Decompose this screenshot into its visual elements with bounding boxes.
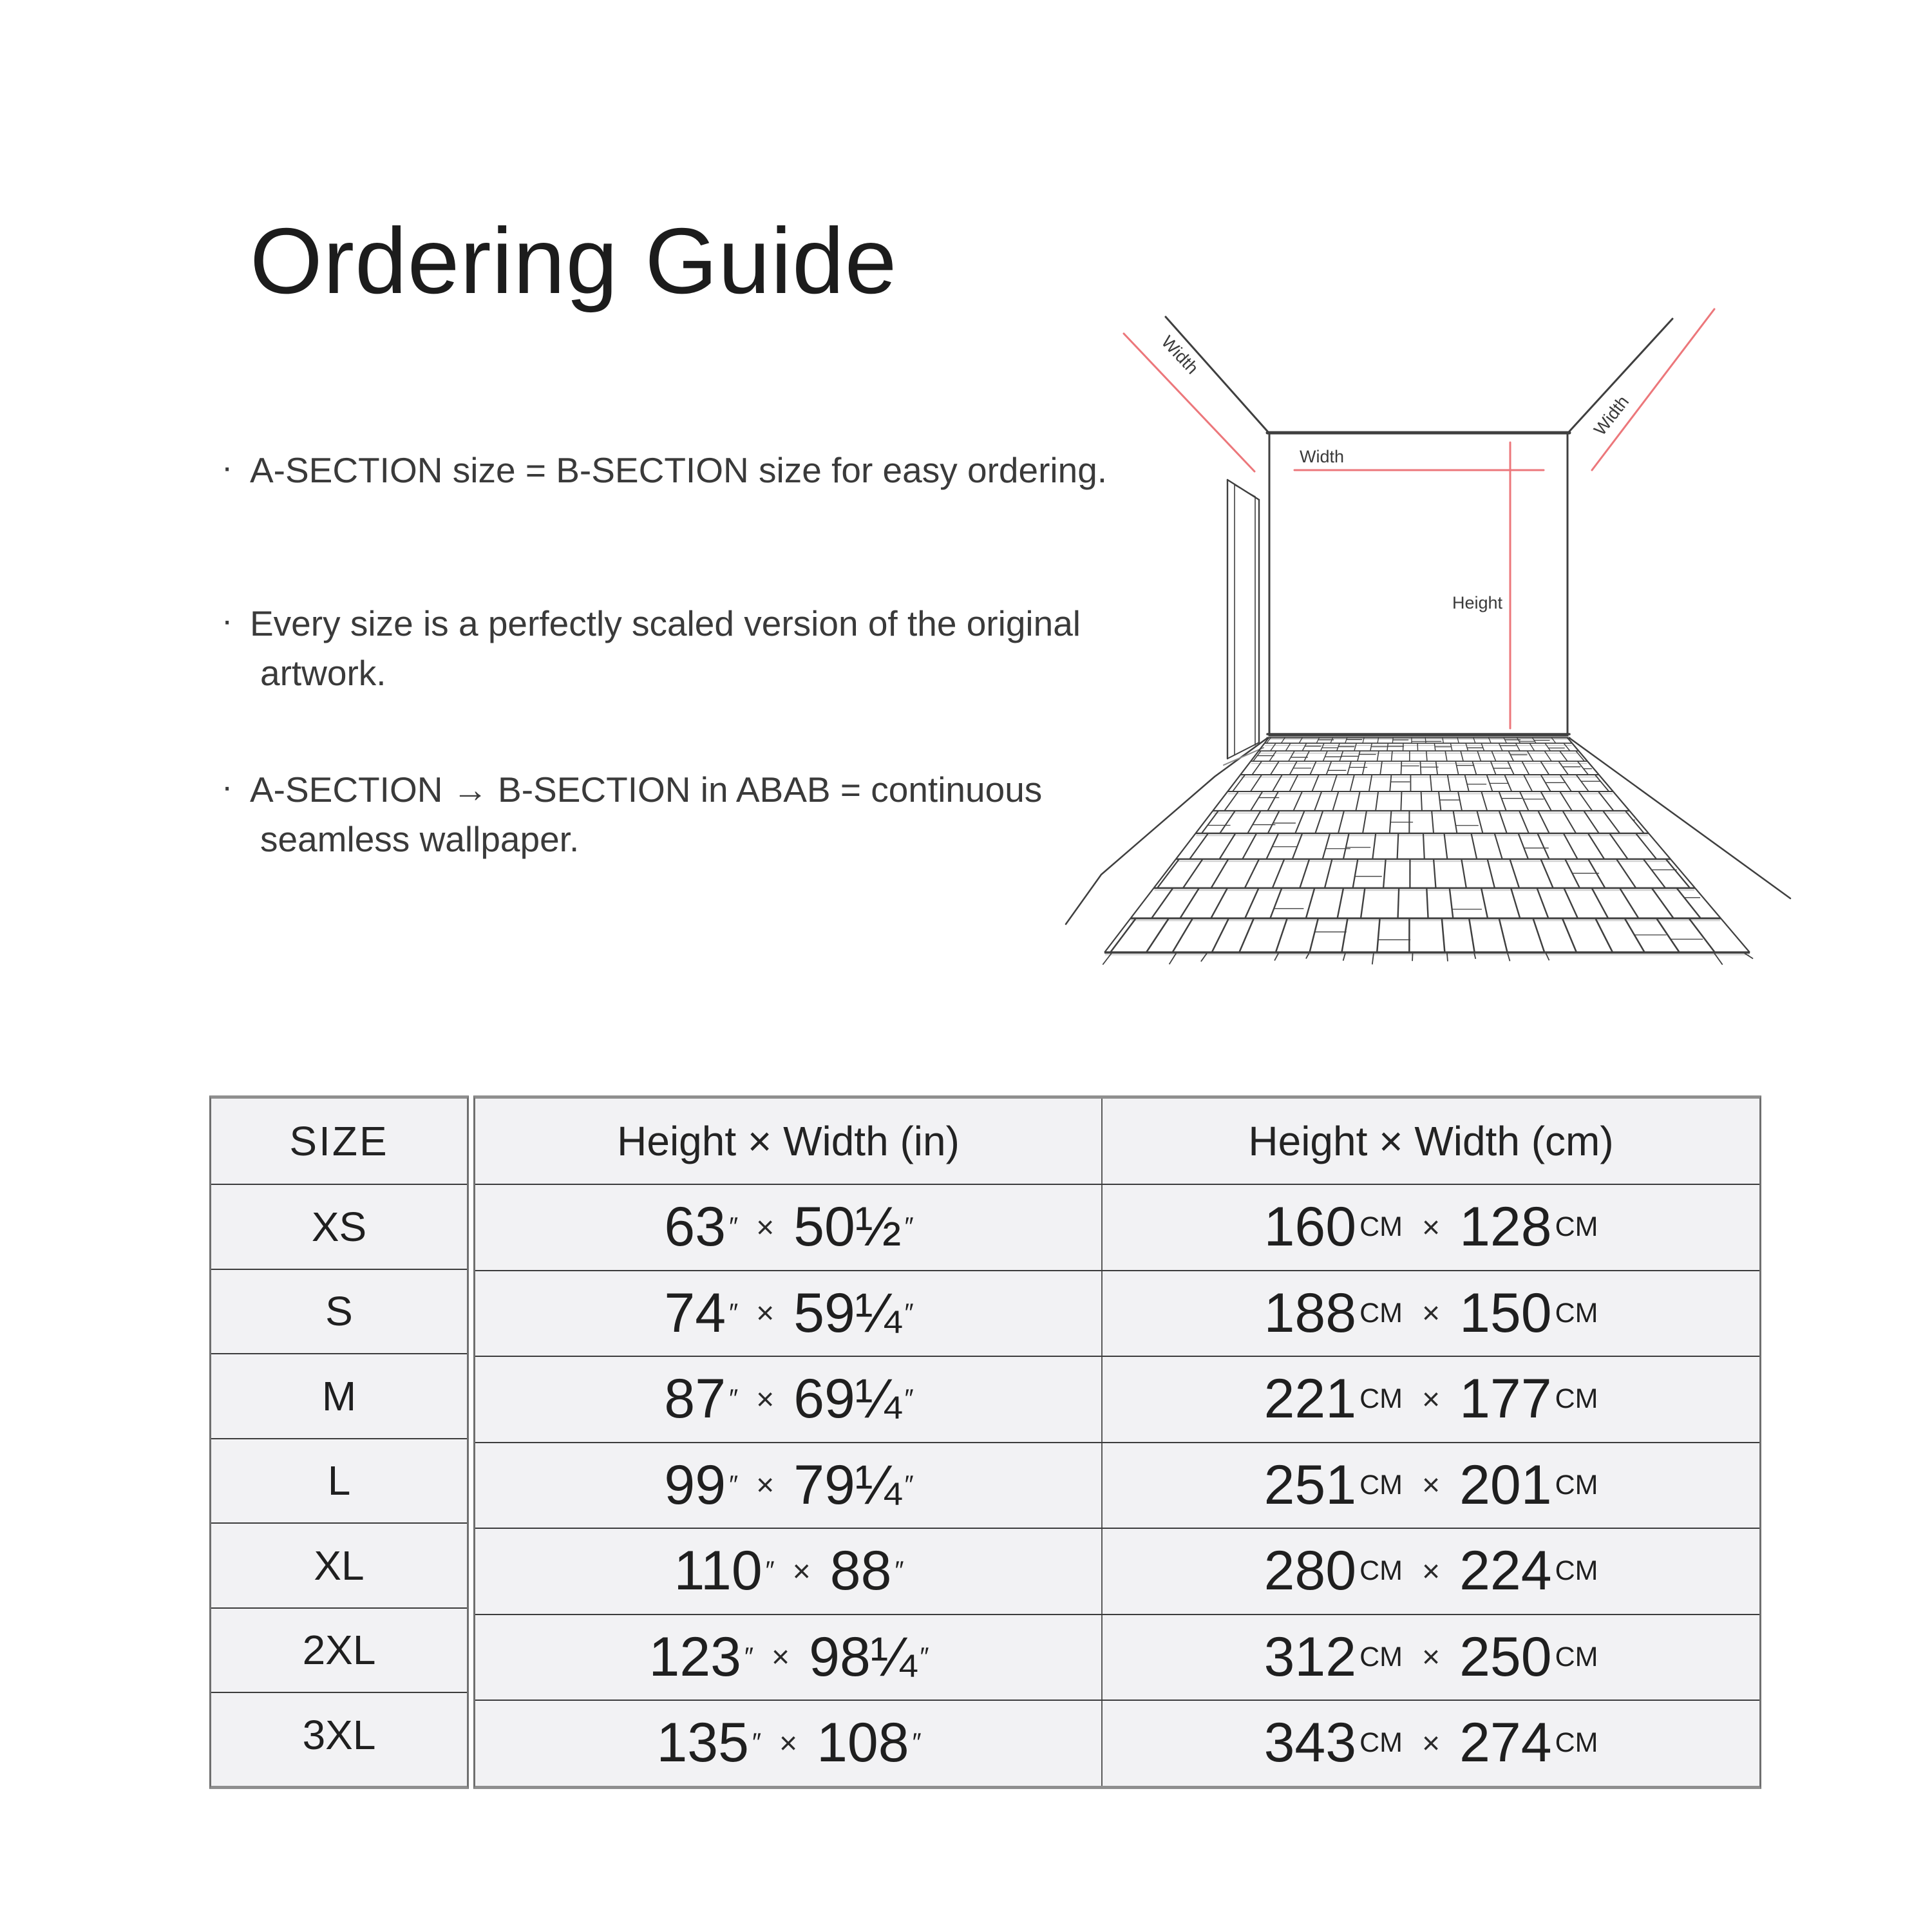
inches-cell (475, 1271, 1103, 1356)
cm-unit: CM (1359, 1297, 1403, 1329)
cm-unit: CM (1359, 1555, 1403, 1587)
size-label: M (321, 1372, 357, 1419)
table-row-dimensions (475, 1356, 1759, 1442)
inch-mark: ″ (904, 1213, 913, 1242)
times-sign: × (1421, 1553, 1441, 1589)
inch-mark: ″ (904, 1470, 913, 1499)
cm-cell (1103, 1701, 1759, 1786)
cm-height-value: 343 (1264, 1712, 1357, 1774)
cm-cell (1103, 1443, 1759, 1528)
inch-mark: ″ (895, 1557, 903, 1586)
cm-unit: CM (1555, 1727, 1598, 1759)
cm-width-value: 150 (1459, 1282, 1552, 1344)
inch-mark: ″ (729, 1385, 737, 1414)
cm-height-value: 251 (1264, 1454, 1357, 1516)
size-rows (211, 1184, 467, 1777)
size-table (209, 1095, 1761, 1789)
bullet-line: seamless wallpaper. (260, 819, 580, 859)
cm-cell (1103, 1357, 1759, 1442)
inch-mark: ″ (904, 1298, 913, 1327)
cm-height-value: 221 (1264, 1368, 1357, 1430)
table-row-dimensions (475, 1270, 1759, 1356)
inch-mark: ″ (752, 1728, 760, 1757)
size-column-table (209, 1095, 469, 1789)
cm-cell (1103, 1271, 1759, 1356)
cm-unit: CM (1359, 1641, 1403, 1672)
cm-unit: CM (1555, 1469, 1598, 1501)
times-sign: × (771, 1640, 790, 1675)
size-label: 3XL (302, 1711, 376, 1758)
bullet-text (250, 446, 1107, 495)
times-sign: × (1421, 1381, 1441, 1417)
times-sign: × (756, 1468, 775, 1503)
inch-width-value: 79¼ (793, 1454, 902, 1516)
bullet-marker: · (222, 768, 233, 806)
inch-height-value: 110 (674, 1540, 762, 1602)
table-row-size (211, 1692, 467, 1777)
times-sign: × (1421, 1296, 1441, 1331)
cm-unit: CM (1555, 1297, 1598, 1329)
times-sign: × (779, 1725, 798, 1761)
inch-width-value: 108 (817, 1712, 909, 1774)
cm-unit: CM (1359, 1727, 1403, 1759)
cm-unit: CM (1555, 1211, 1598, 1243)
inches-cell (475, 1529, 1103, 1614)
inch-mark: ″ (729, 1298, 737, 1327)
size-label: 2XL (302, 1627, 376, 1674)
inches-cell (475, 1357, 1103, 1442)
size-label: S (325, 1288, 353, 1335)
times-sign: × (1421, 1209, 1441, 1245)
size-label: L (327, 1457, 351, 1504)
cm-unit: CM (1555, 1555, 1598, 1587)
dimensions-table (473, 1095, 1761, 1789)
cm-height-value: 188 (1264, 1282, 1357, 1344)
table-row-size (211, 1269, 467, 1354)
times-sign: × (756, 1381, 775, 1417)
bullet-line: A-SECTION → B-SECTION in ABAB = continuous (250, 770, 1043, 810)
size-label: XS (311, 1203, 367, 1250)
inch-mark: ″ (765, 1557, 773, 1586)
bullet-text (250, 765, 1042, 864)
dimension-rows (475, 1184, 1759, 1786)
inch-height-value: 87 (664, 1368, 726, 1430)
inch-width-value: 98¼ (809, 1625, 917, 1688)
inch-height-value: 135 (656, 1712, 749, 1774)
left-ceiling-edge (1166, 317, 1269, 433)
header-row (475, 1099, 1759, 1184)
cm-width-value: 250 (1459, 1625, 1552, 1688)
cm-unit: CM (1359, 1383, 1403, 1415)
bullet-marker: · (222, 602, 233, 639)
inch-height-value: 123 (649, 1625, 741, 1688)
bullet-item-easy-ordering (218, 446, 1107, 495)
inches-cell (475, 1615, 1103, 1700)
inch-height-value: 99 (664, 1454, 726, 1516)
bullet-line: Every size is a perfectly scaled version of the original (250, 603, 1081, 643)
table-row-dimensions (475, 1528, 1759, 1614)
inch-mark: ″ (912, 1728, 920, 1757)
cm-width-value: 201 (1459, 1454, 1552, 1516)
times-sign: × (1421, 1640, 1441, 1675)
cm-cell (1103, 1185, 1759, 1270)
inch-mark: ″ (729, 1470, 737, 1499)
cm-unit: CM (1555, 1383, 1598, 1415)
table-row-size (211, 1607, 467, 1692)
table-row-dimensions (475, 1184, 1759, 1270)
inches-cell (475, 1443, 1103, 1528)
cm-height-value: 160 (1264, 1196, 1357, 1258)
times-sign: × (756, 1296, 775, 1331)
cm-height-value: 312 (1264, 1625, 1357, 1688)
cm-unit: CM (1555, 1641, 1598, 1672)
times-sign: × (792, 1553, 811, 1589)
inch-mark: ″ (744, 1642, 752, 1671)
cm-width-value: 128 (1459, 1196, 1552, 1258)
right-wall-width-label: Width (1590, 392, 1633, 439)
times-sign: × (1421, 1725, 1441, 1761)
back-wall-width-label: Width (1300, 447, 1345, 466)
cm-unit: CM (1359, 1469, 1403, 1501)
inch-height-value: 74 (664, 1282, 726, 1344)
inch-mark: ″ (904, 1385, 913, 1414)
table-row-size (211, 1438, 467, 1523)
times-sign: × (1421, 1468, 1441, 1503)
inch-width-value: 50½ (793, 1196, 902, 1258)
bullet-text (250, 599, 1081, 698)
column-header-cm: Height × Width (cm) (1248, 1118, 1614, 1164)
table-row-size (211, 1353, 467, 1438)
cm-width-value: 274 (1459, 1712, 1552, 1774)
bullet-item-scaled-artwork (218, 599, 1081, 698)
inch-width-value: 59¼ (793, 1282, 902, 1344)
table-row-size (211, 1184, 467, 1269)
bullet-marker: · (222, 449, 233, 486)
page-title: Ordering Guide (250, 209, 898, 313)
bullet-line: A-SECTION size = B-SECTION size for easy ordering. (250, 450, 1108, 490)
column-header-size: SIZE (289, 1118, 389, 1164)
right-wall-base (1569, 738, 1790, 898)
inch-height-value: 63 (664, 1196, 726, 1258)
inch-width-value: 88 (829, 1540, 892, 1602)
cm-cell (1103, 1529, 1759, 1614)
right-width-line (1592, 309, 1714, 470)
times-sign: × (756, 1209, 775, 1245)
bullet-item-seamless-wallpaper (218, 765, 1042, 864)
door-frame (1224, 480, 1264, 765)
cm-cell (1103, 1615, 1759, 1700)
cm-width-value: 224 (1459, 1540, 1552, 1602)
inch-mark: ″ (920, 1642, 928, 1671)
cm-unit: CM (1359, 1211, 1403, 1243)
room-dimension-diagram (1063, 258, 1835, 1030)
table-row-size (211, 1522, 467, 1607)
table-row-dimensions (475, 1614, 1759, 1700)
table-row-dimensions (475, 1700, 1759, 1786)
cm-width-value: 177 (1459, 1368, 1552, 1430)
height-label: Height (1452, 593, 1502, 612)
parquet-floor (1103, 737, 1753, 965)
size-label: XL (314, 1542, 365, 1589)
left-wall-width-label: Width (1157, 332, 1202, 378)
column-header-inches: Height × Width (in) (475, 1099, 1103, 1184)
bullet-line: artwork. (260, 653, 386, 693)
cm-height-value: 280 (1264, 1540, 1357, 1602)
inches-cell (475, 1185, 1103, 1270)
inch-mark: ″ (729, 1213, 737, 1242)
table-row-dimensions (475, 1442, 1759, 1528)
inch-width-value: 69¼ (793, 1368, 902, 1430)
inches-cell (475, 1701, 1103, 1786)
